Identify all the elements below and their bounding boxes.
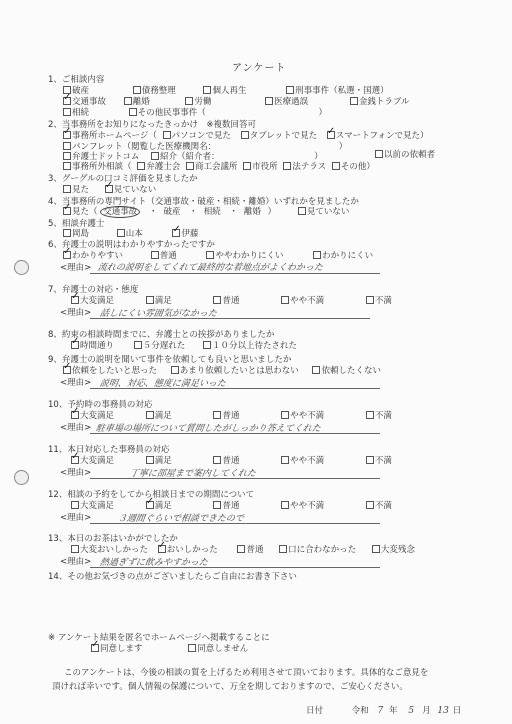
checkbox-checked[interactable] xyxy=(71,456,79,464)
q1-row2: ✓交通事故 離婚 労働 医療過誤 金銭トラブル xyxy=(60,97,410,107)
q2-label: 2、当事務所をお知りになったきっかけ ※複数回答可 xyxy=(48,120,257,130)
q14-label: 14、その他お気づきの点がございましたらご自由にお書き下さい xyxy=(48,572,297,582)
checkbox[interactable] xyxy=(63,185,71,193)
checkbox[interactable] xyxy=(213,456,221,464)
checkbox-checked[interactable] xyxy=(158,545,166,553)
q10-reason-label: <理由> xyxy=(60,423,92,433)
checkbox[interactable] xyxy=(203,341,211,349)
checkbox[interactable] xyxy=(237,545,245,553)
checkbox[interactable] xyxy=(281,501,289,509)
reason-underline xyxy=(90,433,380,434)
q11-reason: 丁寧に部屋まで案内してくれた xyxy=(129,469,257,479)
checkbox[interactable] xyxy=(171,366,179,374)
reason-underline xyxy=(90,388,380,389)
reason-underline xyxy=(90,478,380,479)
q10-label: 10、予約時の事務員の対応 xyxy=(48,400,153,410)
checkbox-checked[interactable] xyxy=(63,97,71,105)
q7-reason-label: <理由> xyxy=(60,308,92,318)
checkbox[interactable] xyxy=(286,86,294,94)
reason-underline xyxy=(90,273,380,274)
checkbox-checked[interactable] xyxy=(91,644,99,652)
checkbox[interactable] xyxy=(279,545,287,553)
q13-reason-label: <理由> xyxy=(60,557,92,567)
checkbox[interactable] xyxy=(243,162,251,170)
q3-label: 3、グーグルの口コミ評価を見ましたか xyxy=(48,174,198,184)
checkbox[interactable] xyxy=(151,251,159,259)
q9-reason: 説明、対応、態度に満足いった xyxy=(99,379,227,389)
q4-label: 4、当事務所の専門サイト（交通事故・破産・相続・離婚）いずれかを見ましたか xyxy=(48,197,359,207)
q13-options: 大変おいしかった ✓ おいしかった 普通 口に合わなかった 大変残念 xyxy=(68,545,415,555)
q6-reason: 流れの説明をしてくれて最終的な着地点がよくわかった xyxy=(97,263,324,273)
q2-row4: 事務所外相談（ 弁護士会 商工会議所 市役所 法テラス その他） xyxy=(60,162,375,172)
checkbox-checked[interactable] xyxy=(63,207,71,215)
checkbox[interactable] xyxy=(124,97,132,105)
checkbox[interactable] xyxy=(188,644,196,652)
q1-row1: 破産 債務整理 個人再生 刑事事件（私選・国選） xyxy=(60,86,389,96)
checkbox[interactable] xyxy=(312,366,320,374)
checkbox-checked[interactable] xyxy=(71,411,79,419)
checkbox[interactable] xyxy=(185,97,193,105)
q3-options: 見た ✓ 見ていない xyxy=(60,185,156,195)
date-day: 13 xyxy=(437,706,449,716)
checkbox[interactable] xyxy=(146,456,154,464)
reason-underline xyxy=(90,318,370,319)
checkbox[interactable] xyxy=(332,162,340,170)
q2-row1: ✓事務所ホームページ（ パソコンで見た タブレットで見た ✓ スマートフォンで見た） xyxy=(60,131,429,141)
checkbox[interactable] xyxy=(206,251,214,259)
q6-reason-label: <理由> xyxy=(60,263,92,273)
circled-option: 交通事故 xyxy=(100,206,140,218)
checkbox[interactable] xyxy=(137,162,145,170)
checkbox[interactable] xyxy=(63,142,71,150)
q12-reason-label: <理由> xyxy=(60,513,92,523)
checkbox-checked[interactable] xyxy=(172,229,180,237)
checkbox-checked[interactable] xyxy=(105,185,113,193)
checkbox[interactable] xyxy=(265,97,273,105)
q10-options: ✓大変満足 満足 普通 やや不満 不満 xyxy=(68,411,392,421)
checkbox[interactable] xyxy=(366,296,374,304)
checkbox-checked[interactable] xyxy=(146,501,154,509)
checkbox[interactable] xyxy=(281,456,289,464)
q13-reason: 熱過ぎずに飲みやすかった xyxy=(99,558,209,568)
checkbox[interactable] xyxy=(71,545,79,553)
checkbox[interactable] xyxy=(186,162,194,170)
date-month: 5 xyxy=(408,706,415,716)
checkbox-checked[interactable] xyxy=(63,251,71,259)
q6-options: ✓わかりやすい 普通 ややわかりにくい わかりにくい xyxy=(60,251,373,261)
q5-options: 岡島 山本 ✓ 伊藤 xyxy=(60,229,198,239)
checkbox[interactable] xyxy=(71,501,79,509)
checkbox[interactable] xyxy=(63,108,71,116)
checkbox[interactable] xyxy=(146,296,154,304)
publish-label: ※ アンケート結果を匿名でホームページへ掲載することに xyxy=(48,633,270,643)
checkbox[interactable] xyxy=(134,341,142,349)
checkbox-checked[interactable] xyxy=(63,131,71,139)
q2-row3: 弁護士ドットコム 紹介（紹介者： ） xyxy=(60,152,323,162)
checkbox[interactable] xyxy=(163,131,171,139)
checkbox[interactable] xyxy=(283,162,291,170)
date-line: 日付 令和 7 年 5 月 13 日 xyxy=(306,706,462,716)
checkbox-checked[interactable] xyxy=(71,341,79,349)
q7-options: ✓大変満足 満足 普通 やや不満 不満 xyxy=(68,296,392,306)
q7-reason: 話しにくい雰囲気がなかった xyxy=(99,309,218,319)
q13-label: 13、本日のお茶はいかがでしたか xyxy=(48,534,178,544)
checkbox[interactable] xyxy=(372,545,380,553)
checkbox[interactable] xyxy=(213,411,221,419)
checkbox[interactable] xyxy=(63,229,71,237)
q4-options: ✓見た（ 交通事故 ・ 破産 ・ 相続 ・ 離婚 ） 見ていない xyxy=(60,207,349,217)
checkbox[interactable] xyxy=(366,501,374,509)
checkbox[interactable] xyxy=(313,251,321,259)
q12-reason: ３週間ぐらいで相談できたので xyxy=(117,514,245,524)
checkbox[interactable] xyxy=(298,207,306,215)
q9-reason-label: <理由> xyxy=(60,378,92,388)
checkbox[interactable] xyxy=(213,501,221,509)
q11-label: 11、本日対応した事務員の対応 xyxy=(48,445,170,455)
checkbox[interactable] xyxy=(281,296,289,304)
date-year: 7 xyxy=(377,706,384,716)
q12-options: 大変満足 ✓ 満足 普通 やや不満 不満 xyxy=(68,501,392,511)
q11-options: ✓大変満足 満足 普通 やや不満 不満 xyxy=(68,456,392,466)
checkbox-checked[interactable] xyxy=(63,366,71,374)
checkbox-checked[interactable] xyxy=(71,296,79,304)
checkbox[interactable] xyxy=(350,97,358,105)
checkbox[interactable] xyxy=(117,229,125,237)
q1-label: 1、ご相談内容 xyxy=(48,75,105,85)
checkbox[interactable] xyxy=(129,108,137,116)
q7-label: 7、弁護士の対応・態度 xyxy=(48,285,139,295)
checkbox[interactable] xyxy=(366,456,374,464)
checkbox[interactable] xyxy=(281,411,289,419)
checkbox[interactable] xyxy=(63,152,71,160)
page-title: アンケート xyxy=(232,63,287,74)
publish-options: ✓同意します 同意しません xyxy=(88,644,248,654)
checkbox[interactable] xyxy=(146,411,154,419)
q1-row3: 相続 その他民事事件（ ） xyxy=(60,108,327,118)
q2-row2: パンフレット（閲覧した医療機関名： ） xyxy=(60,142,347,152)
checkbox[interactable] xyxy=(366,411,374,419)
checkbox-checked[interactable] xyxy=(327,131,335,139)
q5-label: 5、相談弁護士 xyxy=(48,219,105,229)
q9-label: 9、弁護士の説明を聞いて事件を依頼しても良いと思いましたか xyxy=(48,355,292,365)
footer-line-1: このアンケートは、今後の相談の質を上げるため利用させて頂いております。具体的なご意見を xyxy=(64,668,429,678)
checkbox[interactable] xyxy=(213,296,221,304)
checkbox[interactable] xyxy=(63,162,71,170)
q2-row2b: 以前の依頼者 xyxy=(372,150,435,160)
q9-options: ✓依頼をしたいと思った あまり依頼したいとは思わない 依頼したくない xyxy=(60,366,381,376)
punch-hole-bottom xyxy=(14,470,29,485)
q12-label: 12、相談の予約をしてから相談日までの期間について xyxy=(48,490,255,500)
punch-hole-top xyxy=(14,260,29,275)
checkbox[interactable] xyxy=(203,86,211,94)
reason-underline xyxy=(90,567,380,568)
q11-reason-label: <理由> xyxy=(60,468,92,478)
checkbox[interactable] xyxy=(151,152,159,160)
reason-underline xyxy=(90,523,380,524)
footer-line-2: 頂ければ幸いです。個人情報の保護について、万全を期しておりますので、ご安心ください。 xyxy=(52,682,408,692)
q10-reason: 駐車場の場所について質問したがしっかり答えてくれた xyxy=(95,424,322,434)
q8-label: 8、約束の相談時間までに、弁護士との挨拶がありましたか xyxy=(48,330,275,340)
checkbox[interactable] xyxy=(241,131,249,139)
q6-label: 6、弁護士の説明はわかりやすかったですか xyxy=(48,240,215,250)
checkbox[interactable] xyxy=(375,150,383,158)
q8-options: ✓時間通り ５分遅れた １０分以上待たされた xyxy=(68,341,297,351)
checkbox[interactable] xyxy=(133,86,141,94)
